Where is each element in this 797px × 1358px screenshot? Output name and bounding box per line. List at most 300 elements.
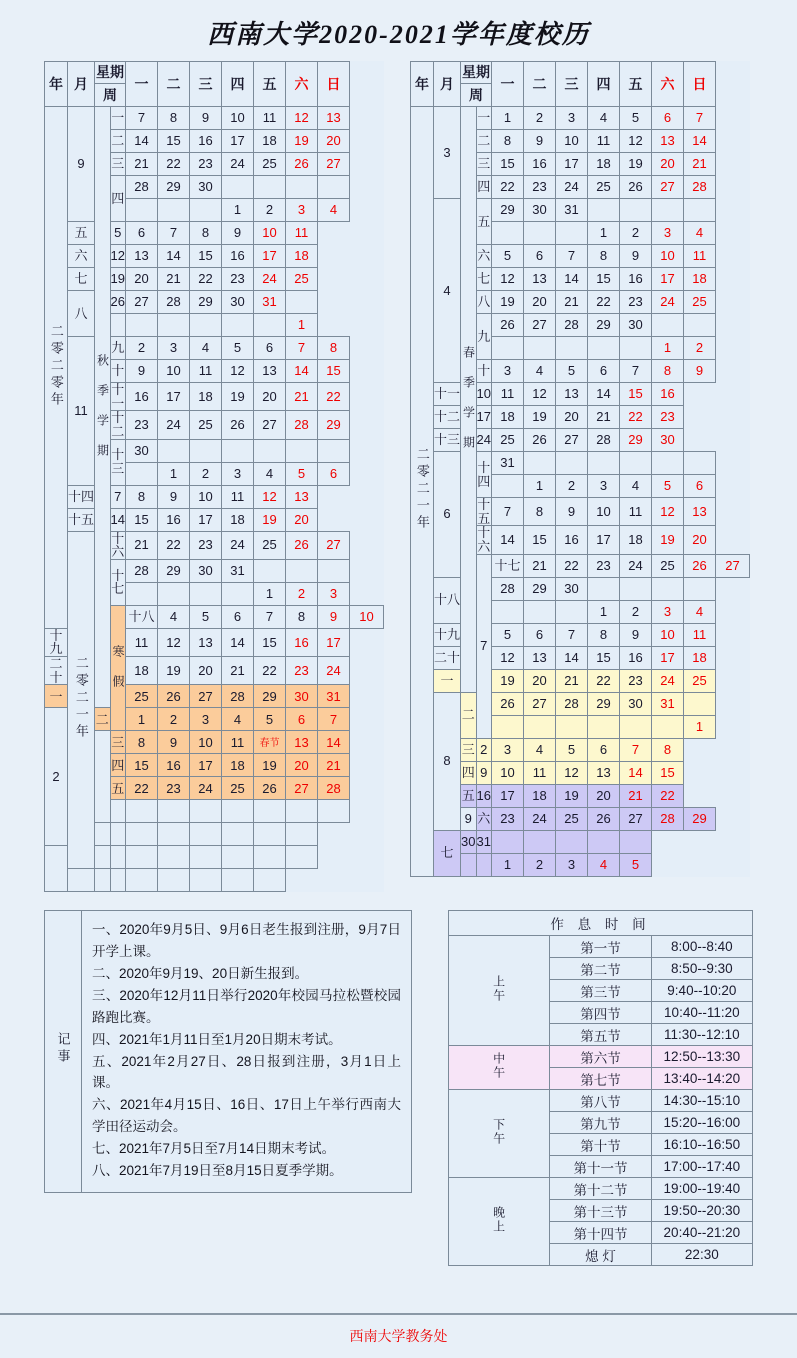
header-day-2: 二 — [524, 62, 556, 107]
day-cell — [286, 559, 318, 582]
schedule-period-time: 19:50--20:30 — [651, 1200, 752, 1222]
schedule-table — [448, 910, 753, 1266]
day-cell: 27 — [652, 176, 684, 199]
day-cell: 21 — [158, 268, 190, 291]
day-cell — [556, 830, 588, 853]
day-cell: 6 — [286, 708, 318, 731]
day-cell — [556, 222, 588, 245]
calendar-week-row — [411, 807, 750, 830]
day-cell — [222, 176, 254, 199]
day-cell — [126, 846, 158, 869]
schedule-period-time: 12:50--13:30 — [651, 1046, 752, 1068]
day-cell: 26 — [286, 153, 318, 176]
day-cell: 11 — [126, 628, 158, 656]
week-number-cell: 六 — [476, 807, 492, 830]
day-cell: 2 — [524, 107, 556, 130]
day-cell: 9 — [126, 360, 158, 383]
day-cell: 22 — [620, 406, 652, 429]
day-cell — [254, 731, 286, 754]
header-week-label: 周 — [469, 87, 483, 103]
day-cell: 1 — [286, 314, 318, 337]
day-cell: 14 — [222, 628, 254, 656]
week-number-cell: 九 — [476, 314, 492, 360]
day-cell: 23 — [492, 807, 524, 830]
schedule-period-name: 第一节 — [550, 936, 651, 958]
header-day-7: 日 — [318, 62, 350, 107]
header-day-1: 一 — [126, 62, 158, 107]
day-cell: 27 — [556, 429, 588, 452]
day-cell: 25 — [254, 153, 286, 176]
day-cell: 11 — [492, 383, 524, 406]
day-cell — [684, 199, 716, 222]
day-cell — [524, 337, 556, 360]
week-number-cell: 三 — [110, 731, 126, 754]
day-cell: 18 — [492, 406, 524, 429]
schedule-period-name: 第十节 — [550, 1134, 651, 1156]
week-number-cell: 十五 — [477, 497, 491, 526]
day-cell: 8 — [190, 222, 222, 245]
day-cell — [524, 715, 556, 738]
day-cell — [684, 314, 716, 337]
day-cell: 10 — [652, 245, 684, 268]
day-cell: 14 — [286, 360, 318, 383]
day-cell: 25 — [652, 554, 684, 577]
day-cell: 9 — [620, 245, 652, 268]
day-cell: 26 — [588, 807, 620, 830]
day-cell: 28 — [588, 429, 620, 452]
day-cell — [318, 176, 350, 199]
day-cell: 12 — [652, 498, 684, 526]
day-cell — [588, 452, 620, 475]
day-cell: 1 — [492, 107, 524, 130]
week-number-cell: 六 — [476, 245, 492, 268]
day-cell: 5 — [190, 605, 222, 628]
note-item: 二、2020年9月19、20日新生报到。 — [92, 966, 309, 982]
header-weekday-week — [461, 62, 492, 107]
day-cell: 8 — [524, 498, 556, 526]
week-number-cell: 五 — [476, 199, 492, 245]
day-cell: 24 — [652, 669, 684, 692]
day-cell: 29 — [318, 411, 350, 439]
day-cell: 11 — [222, 485, 254, 508]
schedule-period-time: 8:00--8:40 — [651, 936, 752, 958]
day-cell: 3 — [286, 199, 318, 222]
week-number-cell: 二 — [476, 130, 492, 153]
day-cell: 3 — [190, 708, 222, 731]
day-cell — [492, 715, 524, 738]
day-cell — [254, 559, 286, 582]
day-cell: 2 — [620, 222, 652, 245]
calendar-week-row — [45, 107, 384, 130]
lower-section — [0, 892, 797, 1266]
schedule-period-name: 第六节 — [550, 1046, 651, 1068]
day-cell: 13 — [286, 731, 318, 754]
day-cell — [190, 869, 222, 892]
day-cell: 21 — [620, 784, 652, 807]
day-cell: 8 — [286, 605, 318, 628]
day-cell: 3 — [652, 600, 684, 623]
week-number-cell: 一 — [434, 669, 461, 692]
header-day-2: 二 — [158, 62, 190, 107]
day-cell: 23 — [286, 657, 318, 685]
month-cell-0: 9 — [68, 107, 95, 222]
day-cell: 18 — [684, 646, 716, 669]
day-cell: 22 — [652, 784, 684, 807]
day-cell: 11 — [190, 360, 222, 383]
week-number-cell: 十九 — [434, 623, 461, 646]
day-cell: 27 — [620, 807, 652, 830]
day-cell: 28 — [556, 314, 588, 337]
day-cell: 21 — [318, 754, 350, 777]
notes-label-cell — [45, 911, 82, 1192]
day-cell: 15 — [318, 360, 350, 383]
day-cell: 7 — [684, 107, 716, 130]
day-cell — [222, 314, 254, 337]
day-cell: 2 — [476, 738, 492, 761]
day-cell: 9 — [620, 623, 652, 646]
day-cell: 24 — [222, 531, 254, 559]
day-cell: 8 — [492, 130, 524, 153]
day-cell: 10 — [588, 498, 620, 526]
day-cell: 12 — [492, 268, 524, 291]
day-cell: 8 — [318, 337, 350, 360]
day-cell: 24 — [222, 153, 254, 176]
day-cell: 6 — [126, 222, 158, 245]
day-cell: 20 — [318, 130, 350, 153]
day-cell: 29 — [620, 429, 652, 452]
notes-table — [44, 910, 412, 1192]
day-cell: 29 — [588, 314, 620, 337]
header-day-6: 六 — [286, 62, 318, 107]
day-cell: 5 — [110, 222, 126, 245]
note-item: 四、2021年1月11日至1月20日期末考试。 — [92, 1031, 342, 1047]
day-cell: 30 — [126, 439, 158, 462]
day-cell — [286, 846, 318, 869]
day-cell: 3 — [492, 738, 524, 761]
month-cell-1: 4 — [434, 199, 461, 383]
week-number-cell: 十三 — [110, 439, 126, 485]
day-cell: 1 — [222, 199, 254, 222]
header-day-1: 一 — [492, 62, 524, 107]
week-number-cell: 二十 — [45, 657, 68, 685]
day-cell — [318, 439, 350, 462]
day-cell: 29 — [254, 685, 286, 708]
day-cell: 3 — [556, 853, 588, 876]
day-cell: 5 — [652, 475, 684, 498]
day-cell: 10 — [158, 360, 190, 383]
day-cell: 2 — [556, 475, 588, 498]
day-cell: 23 — [126, 411, 158, 439]
header-day-5: 五 — [620, 62, 652, 107]
day-cell: 4 — [684, 222, 716, 245]
day-cell — [684, 692, 716, 715]
week-number-cell: 九 — [110, 337, 126, 360]
day-cell — [492, 475, 524, 498]
day-cell — [158, 439, 190, 462]
day-cell: 20 — [556, 406, 588, 429]
day-cell — [158, 823, 190, 846]
right-calendar-table — [410, 61, 750, 877]
day-cell: 12 — [222, 360, 254, 383]
day-cell — [254, 314, 286, 337]
day-cell: 4 — [620, 475, 652, 498]
day-cell — [652, 715, 684, 738]
day-cell — [222, 439, 254, 462]
day-cell — [652, 314, 684, 337]
week-number-cell: 五 — [110, 777, 126, 800]
schedule-period-name: 第七节 — [550, 1068, 651, 1090]
day-cell: 30 — [652, 429, 684, 452]
day-cell: 8 — [126, 731, 158, 754]
season-cell-1: 寒 假 — [110, 605, 126, 731]
calendar-week-row — [411, 692, 750, 715]
day-cell — [254, 800, 286, 823]
day-cell: 14 — [492, 526, 524, 554]
day-cell: 15 — [652, 761, 684, 784]
day-cell: 19 — [254, 754, 286, 777]
day-cell: 20 — [254, 383, 286, 411]
day-cell — [620, 337, 652, 360]
week-number-cell: 十七 — [492, 554, 524, 577]
note-item: 一、2020年9月5日、9月6日老生报到注册，9月7日开学上课。 — [92, 922, 401, 960]
day-cell: 19 — [158, 657, 190, 685]
day-cell — [652, 452, 684, 475]
schedule-period-time: 16:10--16:50 — [651, 1134, 752, 1156]
day-cell: 7 — [556, 245, 588, 268]
day-cell — [254, 869, 286, 892]
day-cell: 27 — [254, 411, 286, 439]
day-cell: 22 — [556, 554, 588, 577]
day-cell: 5 — [620, 853, 652, 876]
day-cell: 13 — [556, 383, 588, 406]
week-number-cell: 二十 — [434, 646, 461, 669]
day-cell — [222, 582, 254, 605]
week-number-cell: 八 — [476, 291, 492, 314]
day-cell — [126, 800, 158, 823]
day-cell: 14 — [126, 130, 158, 153]
day-cell: 24 — [318, 657, 350, 685]
day-cell: 6 — [588, 360, 620, 383]
day-cell: 31 — [556, 199, 588, 222]
day-cell: 22 — [158, 153, 190, 176]
day-cell: 5 — [620, 107, 652, 130]
day-cell — [492, 830, 524, 853]
day-cell — [190, 314, 222, 337]
day-cell: 14 — [318, 731, 350, 754]
week-number-cell: 四 — [110, 754, 126, 777]
day-cell: 27 — [524, 314, 556, 337]
day-cell: 16 — [158, 508, 190, 531]
day-cell: 22 — [588, 669, 620, 692]
day-cell: 16 — [126, 383, 158, 411]
week-number-cell: 一 — [476, 107, 492, 130]
day-cell: 27 — [524, 692, 556, 715]
week-number-cell: 十八 — [126, 605, 158, 628]
day-cell: 25 — [684, 669, 716, 692]
day-cell: 28 — [158, 291, 190, 314]
note-item: 七、2021年7月5日至7月14日期末考试。 — [92, 1141, 336, 1156]
day-cell: 16 — [524, 153, 556, 176]
day-cell — [95, 869, 111, 892]
day-cell: 15 — [126, 754, 158, 777]
week-number-cell: 十二 — [434, 406, 461, 429]
day-cell: 28 — [556, 692, 588, 715]
day-cell: 30 — [461, 830, 477, 853]
schedule-period-name: 第十三节 — [550, 1200, 651, 1222]
day-cell: 27 — [318, 153, 350, 176]
day-cell: 28 — [684, 176, 716, 199]
day-cell — [110, 823, 126, 846]
day-cell: 14 — [588, 383, 620, 406]
day-cell — [524, 600, 556, 623]
day-cell: 26 — [110, 291, 126, 314]
day-cell: 7 — [158, 222, 190, 245]
day-cell: 17 — [652, 268, 684, 291]
day-cell: 11 — [524, 761, 556, 784]
week-number-cell: 十七 — [110, 559, 126, 605]
day-cell: 15 — [524, 526, 556, 554]
week-number-cell: 二 — [461, 692, 477, 738]
week-number-cell: 三 — [110, 153, 126, 176]
day-cell: 1 — [588, 600, 620, 623]
day-cell: 15 — [620, 383, 652, 406]
day-cell: 24 — [476, 429, 492, 452]
day-cell: 22 — [126, 777, 158, 800]
day-cell: 23 — [620, 669, 652, 692]
day-cell: 13 — [318, 107, 350, 130]
schedule-period-name: 第九节 — [550, 1112, 651, 1134]
day-cell: 13 — [254, 360, 286, 383]
week-number-cell: 十四 — [68, 485, 95, 508]
week-number-cell: 一 — [110, 107, 126, 130]
schedule-period-time: 17:00--17:40 — [651, 1156, 752, 1178]
day-cell: 15 — [126, 508, 158, 531]
week-number-cell: 三 — [461, 738, 477, 761]
day-cell — [158, 800, 190, 823]
day-cell: 6 — [318, 462, 350, 485]
day-cell: 5 — [492, 245, 524, 268]
header-weekday-label: 星期 — [95, 62, 125, 84]
day-cell: 30 — [190, 176, 222, 199]
day-cell: 30 — [620, 692, 652, 715]
schedule-title-row — [449, 911, 753, 936]
day-cell — [110, 869, 126, 892]
day-cell: 11 — [684, 245, 716, 268]
schedule-period-name: 第四节 — [550, 1002, 651, 1024]
day-cell: 2 — [524, 853, 556, 876]
day-cell: 8 — [158, 107, 190, 130]
week-number-cell: 三 — [476, 153, 492, 176]
day-cell: 17 — [158, 383, 190, 411]
header-month: 月 — [434, 62, 461, 107]
day-cell — [556, 715, 588, 738]
day-cell: 25 — [588, 176, 620, 199]
header-year: 年 — [411, 62, 434, 107]
calendar-week-row — [411, 784, 750, 807]
day-cell: 18 — [588, 153, 620, 176]
day-cell: 4 — [318, 199, 350, 222]
festival-label: 春节 — [259, 738, 280, 750]
week-number-cell: 十九 — [45, 628, 68, 656]
day-cell: 11 — [684, 623, 716, 646]
day-cell — [158, 199, 190, 222]
day-cell: 25 — [254, 531, 286, 559]
day-cell: 26 — [254, 777, 286, 800]
day-cell: 28 — [126, 176, 158, 199]
day-cell: 9 — [524, 130, 556, 153]
day-cell: 27 — [126, 291, 158, 314]
day-cell: 29 — [524, 577, 556, 600]
day-cell — [556, 452, 588, 475]
day-cell: 12 — [110, 245, 126, 268]
day-cell — [126, 823, 158, 846]
day-cell — [492, 222, 524, 245]
day-cell — [492, 600, 524, 623]
header-day-3: 三 — [190, 62, 222, 107]
day-cell: 20 — [684, 526, 716, 554]
day-cell: 4 — [190, 337, 222, 360]
day-cell: 19 — [652, 526, 684, 554]
season-cell-0: 春 季 学 期 — [461, 107, 477, 693]
day-cell: 20 — [126, 268, 158, 291]
day-cell: 4 — [524, 738, 556, 761]
day-cell — [158, 582, 190, 605]
day-cell: 17 — [652, 646, 684, 669]
day-cell: 29 — [684, 807, 716, 830]
year-cell-1: 二零二一年 — [68, 531, 95, 869]
schedule-period-time: 8:50--9:30 — [651, 958, 752, 980]
day-cell: 14 — [556, 268, 588, 291]
month-cell-6 — [45, 846, 68, 892]
day-cell: 27 — [318, 531, 350, 559]
day-cell: 24 — [524, 807, 556, 830]
calendar-week-row — [45, 869, 384, 892]
day-cell: 21 — [556, 291, 588, 314]
day-cell: 7 — [492, 498, 524, 526]
left-calendar-table — [44, 61, 384, 892]
day-cell: 13 — [190, 628, 222, 656]
day-cell: 10 — [652, 623, 684, 646]
schedule-period-time: 20:40--21:20 — [651, 1222, 752, 1244]
calendar-week-row — [45, 731, 384, 754]
day-cell — [126, 869, 158, 892]
day-cell — [126, 314, 158, 337]
day-cell: 9 — [684, 360, 716, 383]
day-cell: 6 — [524, 623, 556, 646]
day-cell: 27 — [190, 685, 222, 708]
note-item: 三、2020年12月11日举行2020年校园马拉松暨校园路跑比赛。 — [92, 987, 401, 1025]
day-cell: 4 — [158, 605, 190, 628]
day-cell: 2 — [620, 600, 652, 623]
schedule-period-time: 22:30 — [651, 1244, 752, 1266]
day-cell: 12 — [254, 485, 286, 508]
calendar-week-row — [411, 738, 750, 761]
day-cell: 24 — [190, 777, 222, 800]
schedule-period-name: 第三节 — [550, 980, 651, 1002]
week-number-cell: 五 — [461, 784, 477, 807]
day-cell: 19 — [620, 153, 652, 176]
day-cell: 1 — [652, 337, 684, 360]
week-number-cell: 二 — [110, 130, 126, 153]
day-cell: 6 — [524, 245, 556, 268]
day-cell: 20 — [524, 669, 556, 692]
day-cell: 17 — [254, 245, 286, 268]
header-day-4: 四 — [588, 62, 620, 107]
calendar-header-row — [45, 62, 384, 107]
day-cell: 10 — [476, 383, 492, 406]
day-cell: 16 — [556, 526, 588, 554]
day-cell: 18 — [684, 268, 716, 291]
